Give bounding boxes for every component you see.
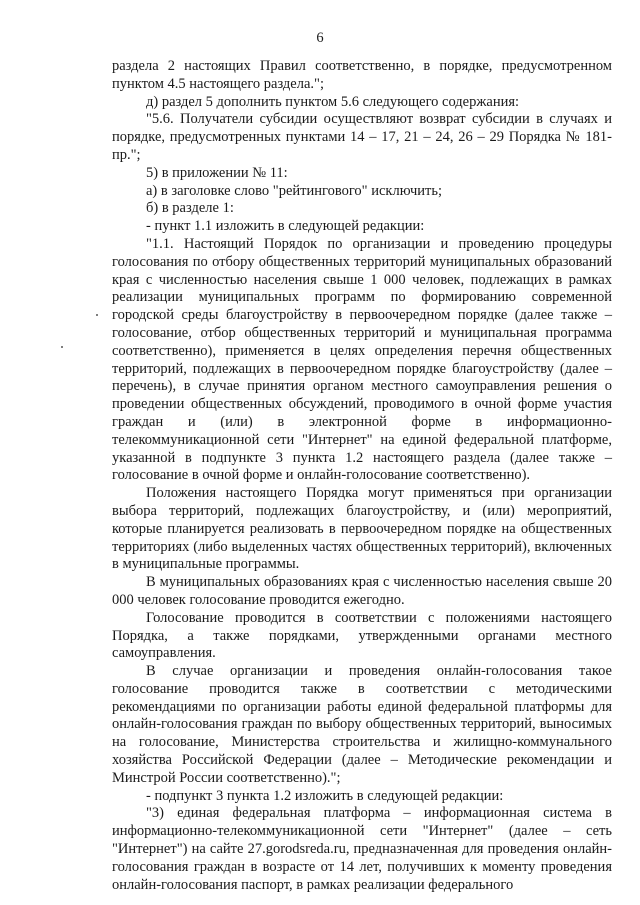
paragraph: "3) единая федеральная платформа – информационная система в информационно-телекоммуникационной сети "Интернет" (далее – сеть "Интернет") на сайте 27.gorodsreda.ru, предназначенная для проведения онлайн-голосования граждан в возрасте от 14 лет, получивших к моменту проведения онлайн-голосования паспорт, в рамках реализации федерального bbox=[112, 805, 612, 893]
paragraph: д) раздел 5 дополнить пунктом 5.6 следующего содержания: bbox=[146, 93, 520, 110]
paragraph: раздела 2 настоящих Правил соответственно, в порядке, предусмотренном пунктом 4.5 настоящего раздела."; bbox=[112, 58, 612, 92]
paragraph: Положения настоящего Порядка могут применяться при организации выбора территорий, подлежащих благоустройству, и (или) мероприятий, которые планируется реализовать в первоочередном порядке на общественных территориях (либо выделенных частях общественных территорий), включенных в муниципальные программы. bbox=[112, 485, 612, 573]
document-body bbox=[112, 58, 612, 894]
paragraph: - пункт 1.1 изложить в следующей редакции: bbox=[146, 218, 425, 235]
margin-dot bbox=[61, 346, 63, 348]
paragraph: "1.1. Настоящий Порядок по организации и проведению процедуры голосования по отбору общественных территорий муниципальных образований края с численностью населения свыше 1 000 человек, подлежащих в рамках реализации муниципальных программ по формированию современной городской среды благоустройству в первоочередном порядке (далее также – голосование, отбор общественных территорий и муниципальная программа соответственно), применяется в целях определения перечня общественных территорий, подлежащих в первоочередном порядке благоустройству (далее – перечень), в случае принятия органом местного самоуправления решения о проведении общественных обсуждений, проводимого в очной форме участия граждан и (или) в электронной форме в информационно-телекоммуникационной сети "Интернет" на единой федеральной платформе, указанной в подпункте 3 пункта 1.2 настоящего раздела (далее также – голосование в очной форме и онлайн-голосование соответственно). bbox=[112, 235, 612, 484]
page-number: 6 bbox=[316, 30, 324, 46]
margin-dot bbox=[96, 314, 98, 316]
paragraph: "5.6. Получатели субсидии осуществляют возврат субсидии в случаях и порядке, предусмотренных пунктами 14 – 17, 21 – 24, 26 – 29 Порядка № 181-пр."; bbox=[112, 111, 612, 163]
paragraph: В случае организации и проведения онлайн-голосования такое голосование проводится также в соответствии с методическими рекомендациями по организации работы единой федеральной платформы для онлайн-голосования граждан по выбору общественных территорий, выносимых на голосование, Министерства строительства и жилищно-коммунального хозяйства Российской Федерации (далее – Методические рекомендации и Минстрой России соответственно)."; bbox=[112, 663, 612, 786]
paragraph: - подпункт 3 пункта 1.2 изложить в следующей редакции: bbox=[146, 787, 504, 804]
paragraph: Голосование проводится в соответствии с положениями настоящего Порядка, а также порядками, утвержденными органами местного самоуправления. bbox=[112, 609, 612, 662]
paragraph: В муниципальных образованиях края с численностью населения свыше 20 000 человек голосование проводится ежегодно. bbox=[112, 574, 612, 608]
paragraph: б) в разделе 1: bbox=[146, 200, 234, 217]
paragraph: а) в заголовке слово "рейтингового" исключить; bbox=[146, 182, 443, 199]
paragraph: 5) в приложении № 11: bbox=[146, 164, 288, 181]
